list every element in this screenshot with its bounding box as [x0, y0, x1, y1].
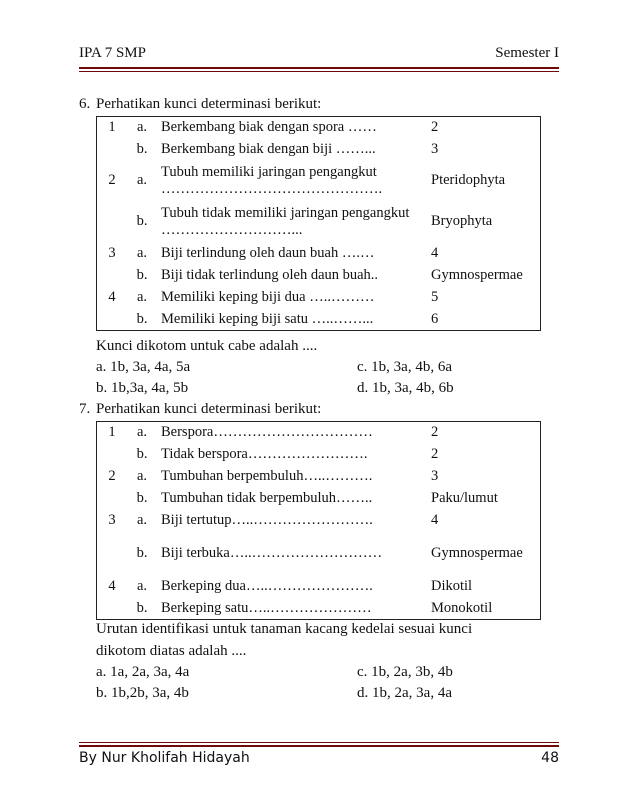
step-number: [97, 598, 128, 620]
step-letter: b.: [136, 267, 148, 283]
table-row: [97, 161, 541, 201]
step-letter: a.: [136, 578, 148, 594]
step-text: Berkeping dua…..………………….: [161, 578, 373, 594]
q7-option-b: b. 1b,2b, 3a, 4b: [96, 685, 189, 701]
step-letter: a.: [136, 172, 148, 188]
step-text: Tubuh memiliki jaringan pengangkut ……………………………………….: [161, 163, 383, 197]
q6-prompt: Perhatikan kunci determinasi berikut:: [96, 96, 322, 112]
step-result: 2: [431, 424, 439, 441]
q6-option-d: d. 1b, 3a, 4b, 6b: [357, 380, 454, 396]
step-letter: a.: [136, 119, 148, 136]
step-number: 4: [108, 578, 116, 594]
step-number: [97, 139, 128, 161]
step-text: Berspora……………………………: [161, 424, 373, 441]
step-result: Monokotil: [431, 599, 493, 616]
step-number: 4: [108, 289, 116, 305]
header-rule-thin: [79, 71, 559, 72]
table-row: [97, 576, 541, 598]
step-letter: b.: [136, 213, 148, 229]
q6-key-table: [96, 116, 541, 331]
step-letter: b.: [136, 310, 148, 327]
step-result: 2: [431, 119, 439, 136]
table-row: [97, 287, 541, 309]
step-result: 3: [431, 141, 439, 157]
header-rule: [79, 67, 559, 69]
step-text: Berkembang biak dengan spora ……: [161, 119, 377, 136]
q6-number: 6.: [79, 96, 91, 112]
q7-prompt: Perhatikan kunci determinasi berikut:: [96, 401, 322, 417]
step-text: Tubuh tidak memiliki jaringan pengangkut ………………………...: [161, 204, 410, 238]
step-number: 3: [108, 245, 116, 261]
step-letter: a.: [136, 512, 148, 528]
q7-option-c: c. 1b, 2a, 3b, 4b: [357, 664, 453, 680]
step-letter: b.: [136, 446, 148, 462]
step-number: [97, 309, 128, 331]
step-result: Gymnospermae: [431, 545, 523, 561]
step-text: Biji terbuka…..………………………: [161, 545, 383, 561]
step-number: 2: [108, 172, 116, 188]
step-letter: b.: [136, 490, 148, 506]
step-number: 1: [108, 424, 116, 441]
step-letter: b.: [136, 141, 148, 157]
step-text: Memiliki keping biji satu …..……...: [161, 310, 374, 327]
step-text: Berkeping satu…..…………………: [161, 599, 372, 616]
table-row: [97, 488, 541, 510]
step-text: Tumbuhan berpembuluh…..……….: [161, 468, 373, 484]
q6-option-a: a. 1b, 3a, 4a, 5a: [96, 359, 191, 375]
step-result: Dikotil: [431, 578, 473, 594]
step-number: [97, 265, 128, 287]
q7-option-d: d. 1b, 2a, 3a, 4a: [357, 685, 452, 701]
step-text: Biji terlindung oleh daun buah ….…: [161, 245, 375, 261]
step-text: Biji tertutup…..…………………….: [161, 512, 373, 528]
step-letter: b.: [136, 545, 148, 561]
step-letter: b.: [136, 599, 148, 616]
step-number: [97, 201, 128, 243]
step-text: Biji tidak terlindung oleh daun buah..: [161, 267, 379, 283]
q7-number: 7.: [79, 401, 91, 417]
step-text: Memiliki keping biji dua …..………: [161, 289, 375, 305]
table-row: [97, 243, 541, 265]
step-number: [97, 532, 128, 576]
step-letter: a.: [136, 468, 148, 484]
step-result: Gymnospermae: [431, 267, 523, 283]
step-letter: a.: [136, 424, 148, 441]
step-result: 2: [431, 446, 439, 462]
q7-option-a: a. 1a, 2a, 3a, 4a: [96, 664, 190, 680]
step-text: Tidak berspora…………………….: [161, 446, 368, 462]
step-letter: a.: [136, 289, 148, 305]
table-row: [97, 201, 541, 243]
q7-question-line2: dikotom diatas adalah ....: [96, 643, 247, 659]
step-number: 3: [108, 512, 116, 528]
step-result: 4: [431, 512, 439, 528]
footer-rule-thin: [79, 742, 559, 743]
table-row: [97, 139, 541, 161]
table-row: [97, 265, 541, 287]
q6-option-c: c. 1b, 3a, 4b, 6a: [357, 359, 452, 375]
page-number: 48: [541, 750, 559, 766]
header-subject: IPA 7 SMP: [79, 45, 146, 61]
step-result: 6: [431, 310, 439, 327]
table-row: [97, 444, 541, 466]
step-result: Paku/lumut: [431, 490, 498, 506]
step-number: 1: [108, 119, 116, 136]
step-result: Bryophyta: [431, 213, 493, 229]
step-letter: a.: [136, 245, 148, 261]
q7-key-table: [96, 421, 541, 620]
step-result: 5: [431, 289, 439, 305]
q7-question-line1: Urutan identifikasi untuk tanaman kacang kedelai sesuai kunci: [96, 621, 473, 637]
step-result: 4: [431, 245, 439, 261]
q6-question: Kunci dikotom untuk cabe adalah ....: [96, 338, 318, 354]
table-row: [97, 422, 541, 444]
table-row: [97, 466, 541, 488]
table-row: [97, 510, 541, 532]
table-row: [97, 117, 541, 139]
step-text: Tumbuhan tidak berpembuluh……..: [161, 490, 373, 506]
step-text: Berkembang biak dengan biji ……...: [161, 141, 376, 157]
header-semester: Semester I: [495, 45, 559, 61]
page-header: [79, 45, 559, 67]
step-result: Pteridophyta: [431, 172, 506, 188]
step-number: [97, 444, 128, 466]
step-number: [97, 488, 128, 510]
footer-rule: [79, 745, 559, 747]
q6-option-b: b. 1b,3a, 4a, 5b: [96, 380, 189, 396]
table-row: [97, 532, 541, 576]
step-result: 3: [431, 468, 439, 484]
table-row: [97, 309, 541, 331]
table-row: [97, 598, 541, 620]
step-number: 2: [108, 468, 116, 484]
footer-author: By Nur Kholifah Hidayah: [79, 750, 250, 766]
